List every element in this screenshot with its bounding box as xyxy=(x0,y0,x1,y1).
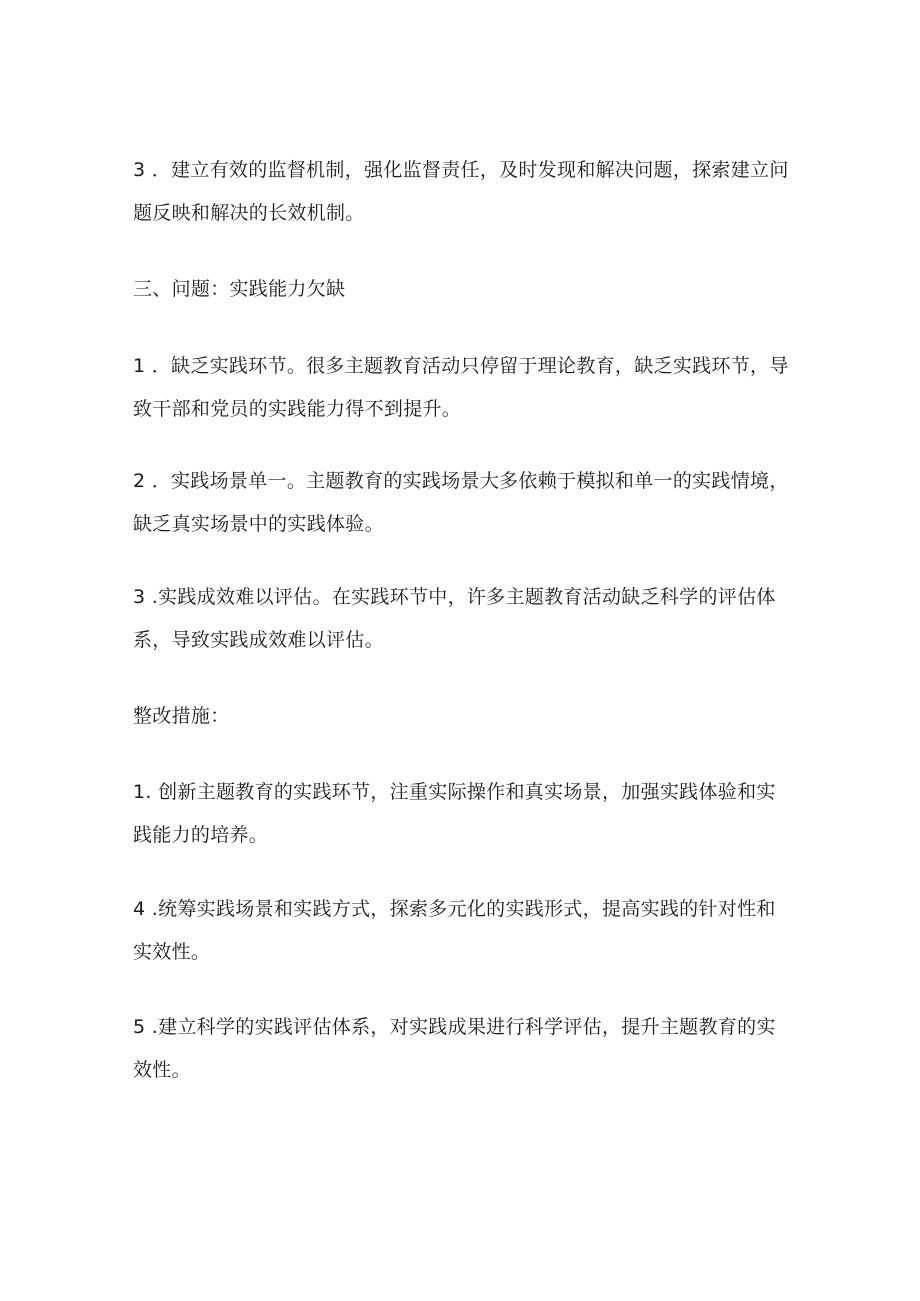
section-heading-practice-ability: 三、问题：实践能力欠缺 xyxy=(133,278,346,300)
measure-evaluation-system: 5 .建立科学的实践评估体系，对实践成果进行科学评估，提升主题教育的实效性。 xyxy=(133,1016,776,1081)
paragraph-single-scenario: 2 ．实践场景单一。主题教育的实践场景大多依赖于模拟和单一的实践情境，缺乏真实场景中的实践体验。 xyxy=(133,470,789,535)
measure-innovate-practice: 1. 创新主题教育的实践环节，注重实际操作和真实场景，加强实践体验和实践能力的培养。 xyxy=(133,781,776,846)
measure-coordinate-scenarios: 4 .统筹实践场景和实践方式，探索多元化的实践形式，提高实践的针对性和实效性。 xyxy=(133,898,776,963)
paragraph-evaluation-difficulty: 3 .实践成效难以评估。在实践环节中，许多主题教育活动缺乏科学的评估体系，导致实践成效难以评估。 xyxy=(133,586,776,651)
paragraph-lack-practice: 1 ．缺乏实践环节。很多主题教育活动只停留于理论教育，缺乏实践环节，导致干部和党员的实践能力得不到提升。 xyxy=(133,355,789,420)
paragraph-supervision-mechanism: 3 ．建立有效的监督机制，强化监督责任，及时发现和解决问题，探索建立问题反映和解决的长效机制。 xyxy=(133,159,789,224)
heading-rectification-measures: 整改措施： xyxy=(133,705,230,727)
